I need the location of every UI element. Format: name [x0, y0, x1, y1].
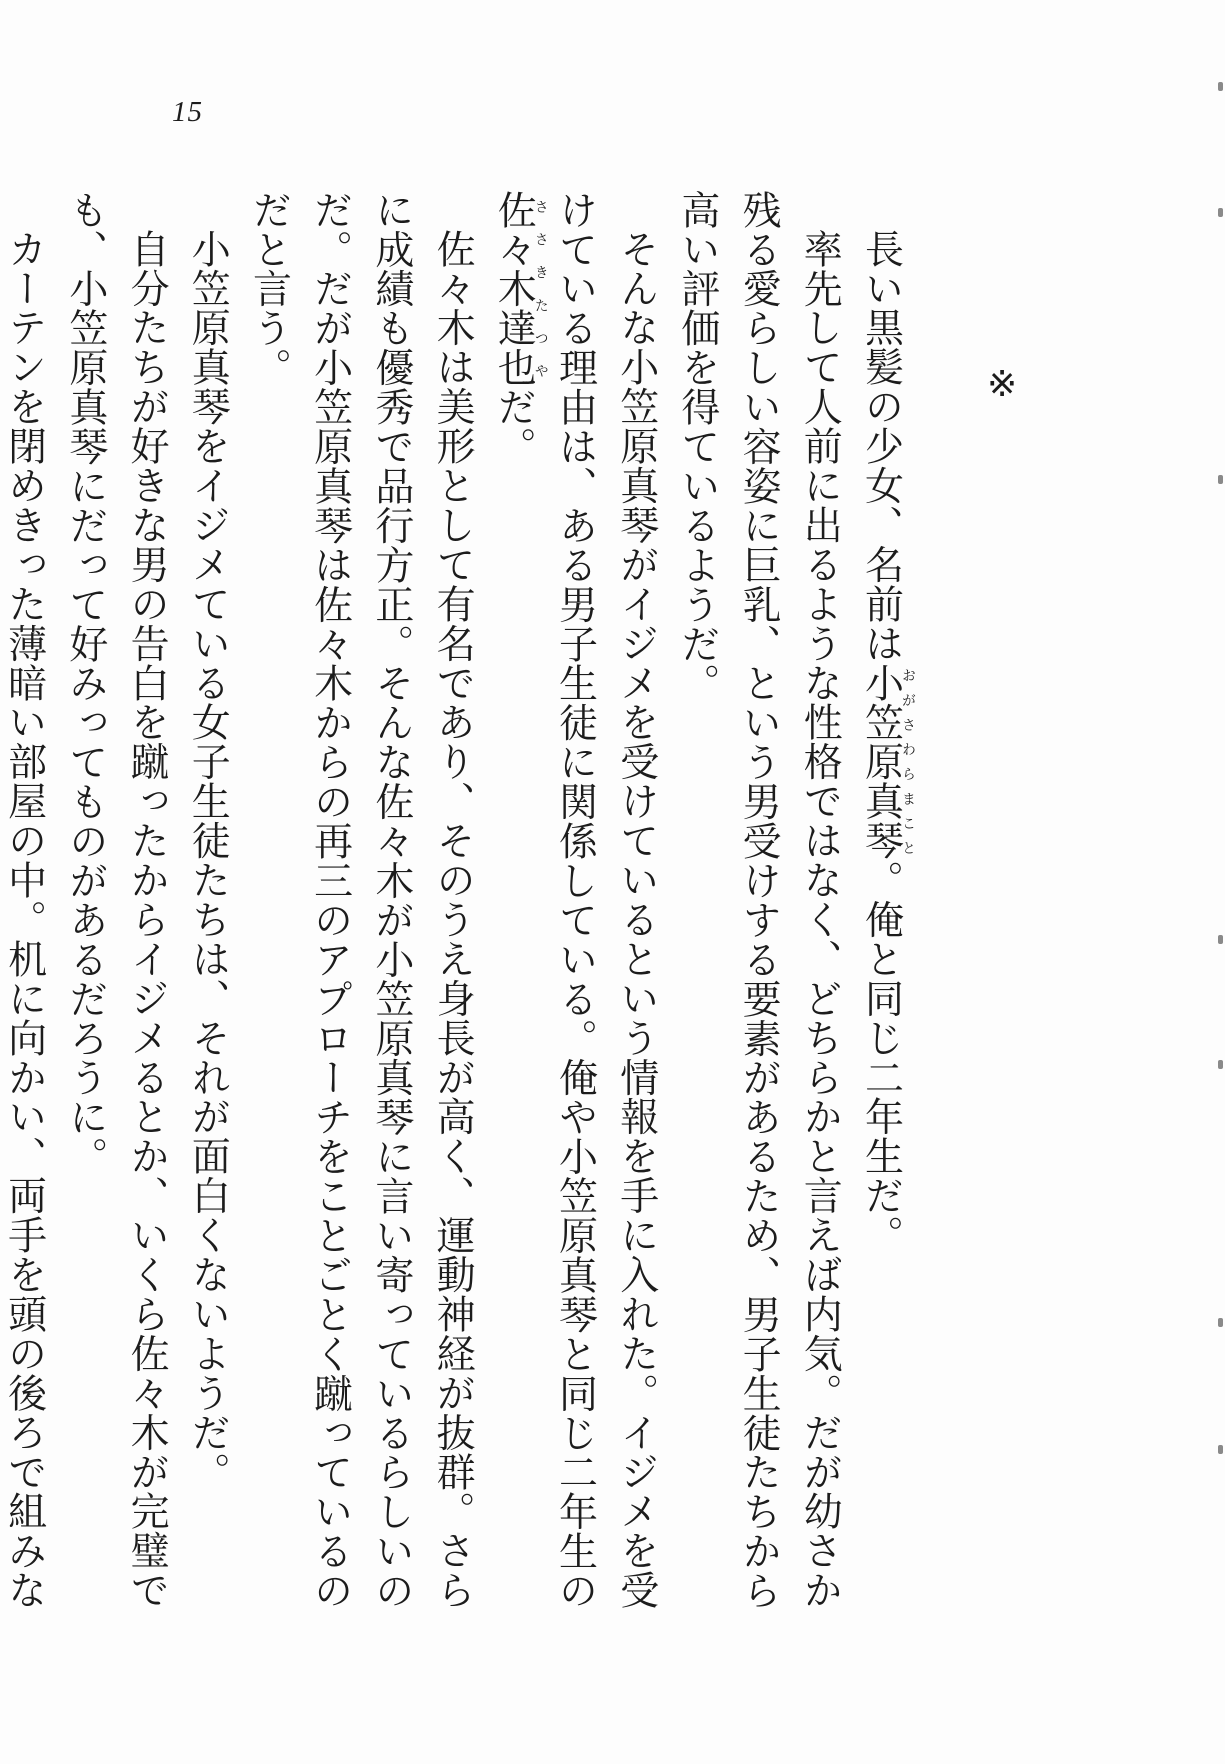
paragraph-text: 。俺と同じ二年生だ。 [858, 860, 904, 1255]
furigana: おがさわらまこと [900, 662, 916, 861]
scan-edge-mark [1218, 1318, 1223, 1327]
ruby-base: 佐々木達也 [491, 190, 537, 388]
scan-edge-mark [1218, 1060, 1223, 1069]
paragraph-text: 小笠原真琴をイジメている女子生徒たちは、それが面白くないようだ。 [185, 229, 231, 1492]
paragraph-4 [238, 190, 483, 1640]
paragraph-text: 率先して人前に出るような性格ではなく、どちらかと言えば内気。だが幼さか残る愛らしい容姿に巨乳、という男受けする要素があるため、男子生徒たちから高い評価を得ているようだ。 [674, 190, 843, 1611]
ruby-name-tatsuya [491, 190, 549, 388]
furigana: ささきたつや [532, 190, 549, 388]
paragraph-text: だ。 [491, 387, 537, 467]
scan-edge-mark [1218, 475, 1223, 484]
paragraph-3 [483, 190, 667, 1640]
scan-edge-mark [1218, 935, 1223, 944]
ruby-name-makoto [858, 662, 916, 861]
paragraph-7 [0, 190, 55, 1640]
paragraph-text: 長い黒髪の少女、名前は [858, 229, 904, 663]
paragraph-2 [667, 190, 851, 1640]
vertical-text-body [1, 190, 916, 1640]
paragraph-text: 佐々木は美形として有名であり、そのうえ身長が高く、運動神経が抜群。さらに成績も優秀で品行方正。そんな佐々木が小笠原真琴に言い寄っているらしいのだ。だが小笠原真琴は佐々木からの再三のアプローチをことごとく蹴っているのだと言う。 [246, 190, 476, 1611]
paragraph-5 [177, 190, 238, 1640]
page-number: 15 [172, 96, 203, 128]
paragraph-1 [850, 190, 915, 1640]
section-break-mark: ※ [987, 364, 1018, 405]
scan-edge-mark [1218, 1445, 1223, 1454]
scan-edge-mark [1218, 82, 1223, 91]
paragraph-6 [55, 190, 177, 1640]
paragraph-text: カーテンを閉めきった薄暗い部屋の中。机に向かい、両手を頭の後ろで組みな [1, 229, 47, 1610]
ruby-base: 小笠原真琴 [858, 662, 904, 861]
paragraph-text: 自分たちが好きな男の告白を蹴ったからイジメるとか、いくら佐々木が完璧でも、小笠原真琴にだって好みってものがあるだろうに。 [62, 190, 170, 1610]
scan-edge-mark [1218, 208, 1223, 217]
paragraph-text: そんな小笠原真琴がイジメを受けているという情報を手に入れた。イジメを受けている理由は、ある男子生徒に関係している。俺や小笠原真琴と同じ二年生の [552, 190, 659, 1611]
